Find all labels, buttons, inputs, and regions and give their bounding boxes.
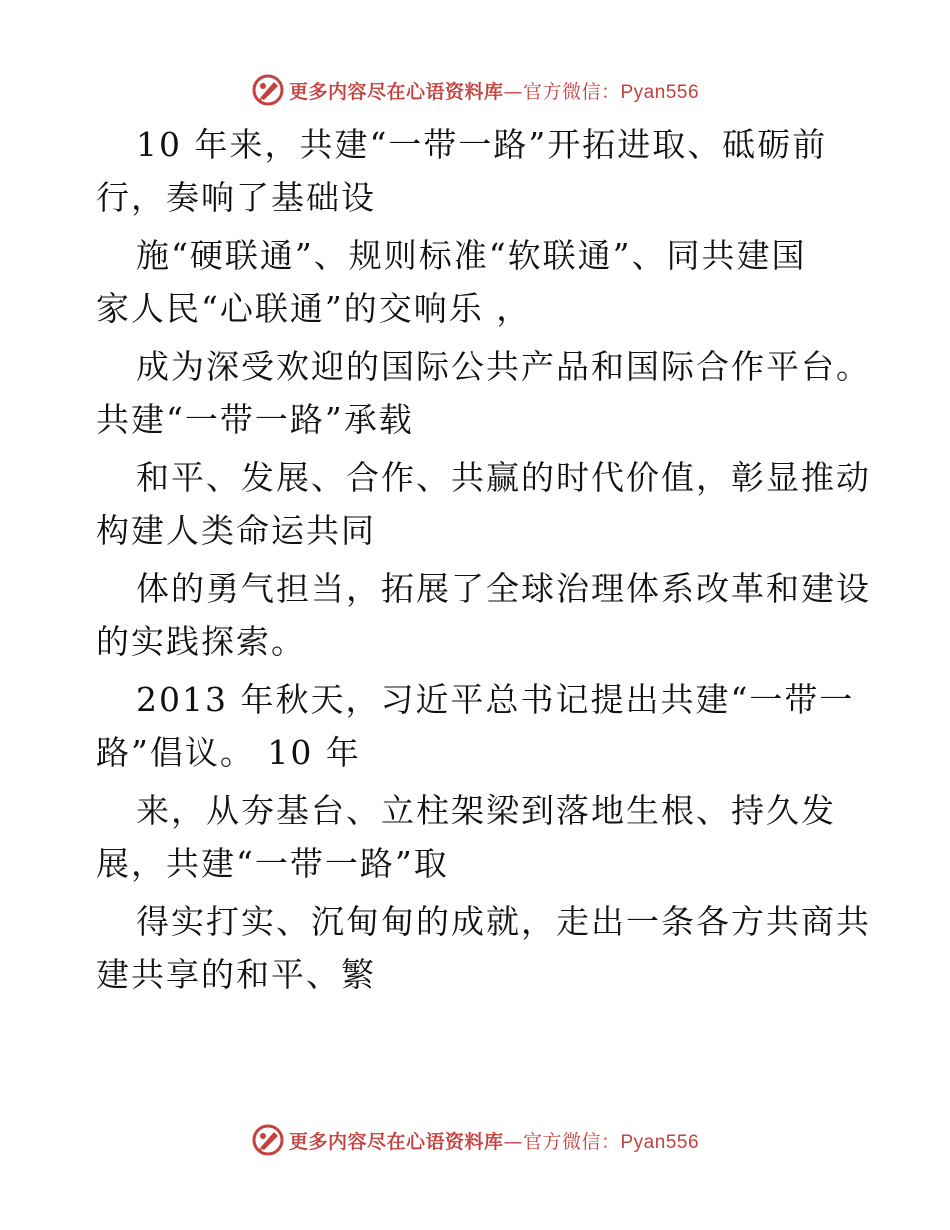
header-banner (0, 70, 950, 110)
paragraph (96, 895, 871, 1001)
pen-logo-icon (251, 1123, 285, 1157)
paragraph (96, 229, 856, 335)
paragraph-line: 成为深受欢迎的国际公共产品和国际合作平台。 (136, 347, 871, 386)
paragraph-line: 行，奏响了基础设 (96, 178, 376, 217)
paragraph (96, 784, 856, 890)
paragraph-line: 得实打实、沉甸甸的成就，走出一条各方共商共 (136, 902, 871, 941)
header-separator: — (503, 80, 523, 103)
paragraph-line: 路”倡议。 10 年 (96, 733, 361, 772)
paragraph (96, 562, 871, 668)
footer-wechat-id: Pyan556 (620, 1131, 700, 1153)
paragraph-line: 构建人类命运共同 (96, 511, 376, 550)
header-site-name: 更多内容尽在心语资料库 (288, 80, 504, 103)
paragraph-line: 共建“一带一路”承载 (96, 400, 414, 439)
footer-site-name: 更多内容尽在心语资料库 (288, 1130, 504, 1153)
header-wechat-id: Pyan556 (620, 81, 700, 103)
paragraph (96, 673, 856, 779)
paragraph (96, 451, 871, 557)
footer-wechat-label: 官方微信： (522, 1130, 621, 1153)
paragraph-line: 体的勇气担当，拓展了全球治理体系改革和建设 (136, 569, 871, 608)
paragraph-line: 来，从夯基台、立柱架梁到落地生根、持久发 (136, 791, 836, 830)
footer-banner (0, 1120, 950, 1160)
document-body (96, 118, 871, 1006)
paragraph-line: 施“硬联通”、规则标准“软联通”、同共建国 (136, 236, 807, 275)
footer-separator: — (503, 1130, 523, 1153)
paragraph-line: 家人民“心联通”的交响乐 ， (96, 289, 532, 328)
paragraph-line: 展，共建“一带一路”取 (96, 844, 449, 883)
paragraph-line: 10 年来，共建“一带一路”开拓进取、砥砺前 (136, 125, 828, 164)
pen-logo-icon (251, 73, 285, 107)
paragraph-line: 2013 年秋天，习近平总书记提出共建“一带一 (136, 680, 855, 719)
paragraph (96, 118, 856, 224)
paragraph (96, 340, 871, 446)
paragraph-line: 的实践探索。 (96, 622, 306, 661)
paragraph-line: 和平、发展、合作、共赢的时代价值，彰显推动 (136, 458, 871, 497)
header-wechat-label: 官方微信： (522, 80, 621, 103)
paragraph-line: 建共享的和平、繁 (96, 955, 376, 994)
